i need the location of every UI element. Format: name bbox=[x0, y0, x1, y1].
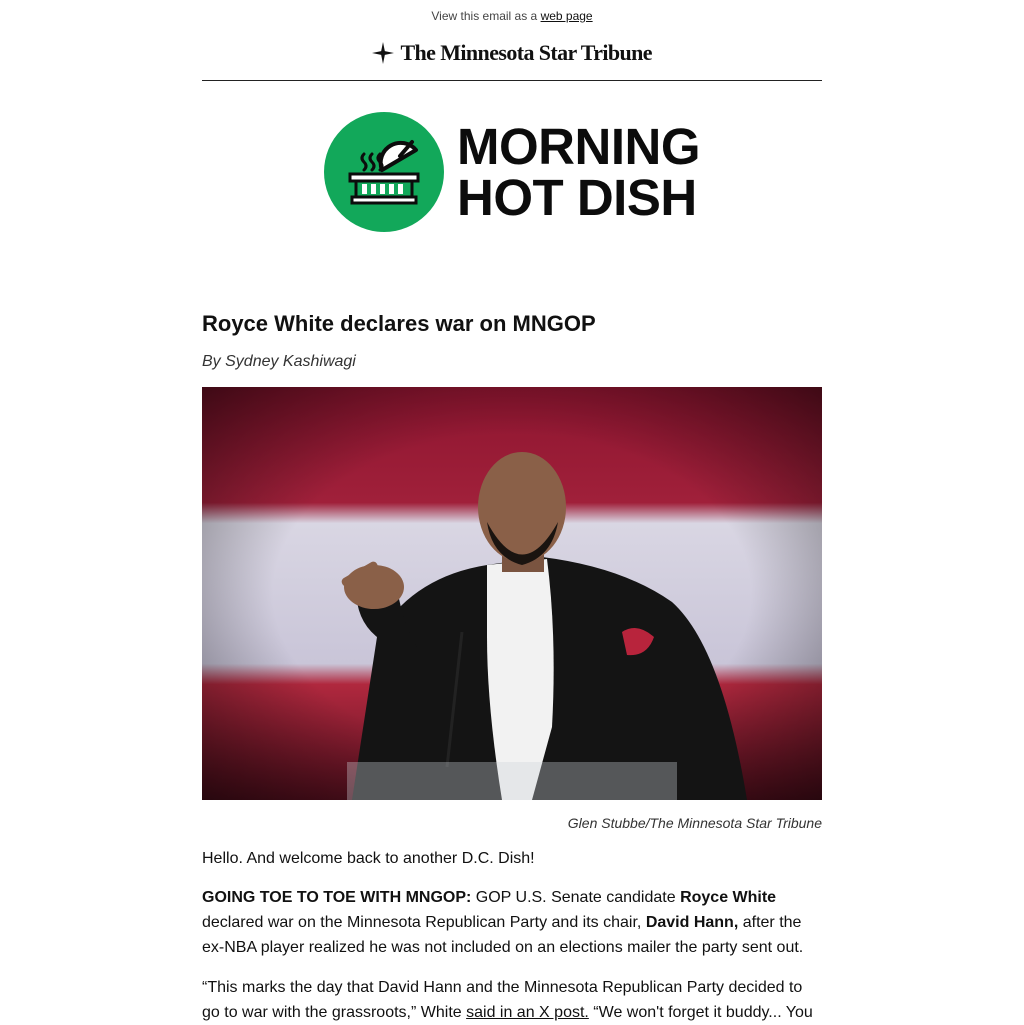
article-photo[interactable] bbox=[202, 387, 822, 800]
lead-kicker: GOING TOE TO TOE WITH MNGOP: bbox=[202, 889, 472, 906]
lead-text-3: after the ex-NBA player realized he was not included on an elections mailer the party sent out. bbox=[202, 914, 804, 956]
masthead[interactable] bbox=[0, 40, 1024, 66]
greeting-paragraph: Hello. And welcome back to another D.C. Dish! bbox=[202, 850, 535, 867]
lead-text-2: declared war on the Minnesota Republican Party and its chair, bbox=[202, 914, 646, 931]
lead-text-1: GOP U.S. Senate candidate bbox=[471, 889, 681, 906]
article-headline[interactable]: Royce White declares war on MNGOP bbox=[202, 311, 596, 336]
speaker-at-podium-image bbox=[202, 387, 822, 800]
view-online-prefix: View this email as a bbox=[431, 9, 538, 23]
quote-text-2: “We won't forget it buddy... You bbox=[588, 1004, 813, 1021]
web-page-link[interactable]: web page bbox=[540, 9, 593, 23]
newsletter-wordmark bbox=[457, 118, 700, 226]
masthead-divider bbox=[202, 80, 822, 81]
photo-credit: Glen Stubbe/The Minnesota Star Tribune bbox=[567, 815, 822, 831]
wordmark-line-2: HOT DISH bbox=[457, 169, 697, 226]
capitol-dome-hot-dish-icon bbox=[324, 112, 444, 232]
lead-name-2: David Hann, bbox=[645, 914, 739, 931]
lead-paragraph bbox=[202, 885, 824, 960]
article-byline: By Sydney Kashiwagi bbox=[202, 353, 356, 370]
morning-hot-dish-logo bbox=[324, 112, 444, 232]
view-online-line bbox=[0, 9, 1024, 23]
masthead-brand: The Minnesota Star Tribune bbox=[400, 40, 652, 65]
lead-name-1: Royce White bbox=[680, 889, 777, 906]
quote-text-1: “This marks the day that David Hann and the Minnesota Republican Party decided to go to war with the grassroots,” White bbox=[202, 979, 803, 1021]
x-post-link[interactable]: said in an X post. bbox=[466, 1004, 589, 1021]
star-tribune-star-icon bbox=[372, 42, 394, 64]
quote-paragraph bbox=[202, 975, 824, 1025]
wordmark-line-1: MORNING bbox=[457, 118, 700, 175]
